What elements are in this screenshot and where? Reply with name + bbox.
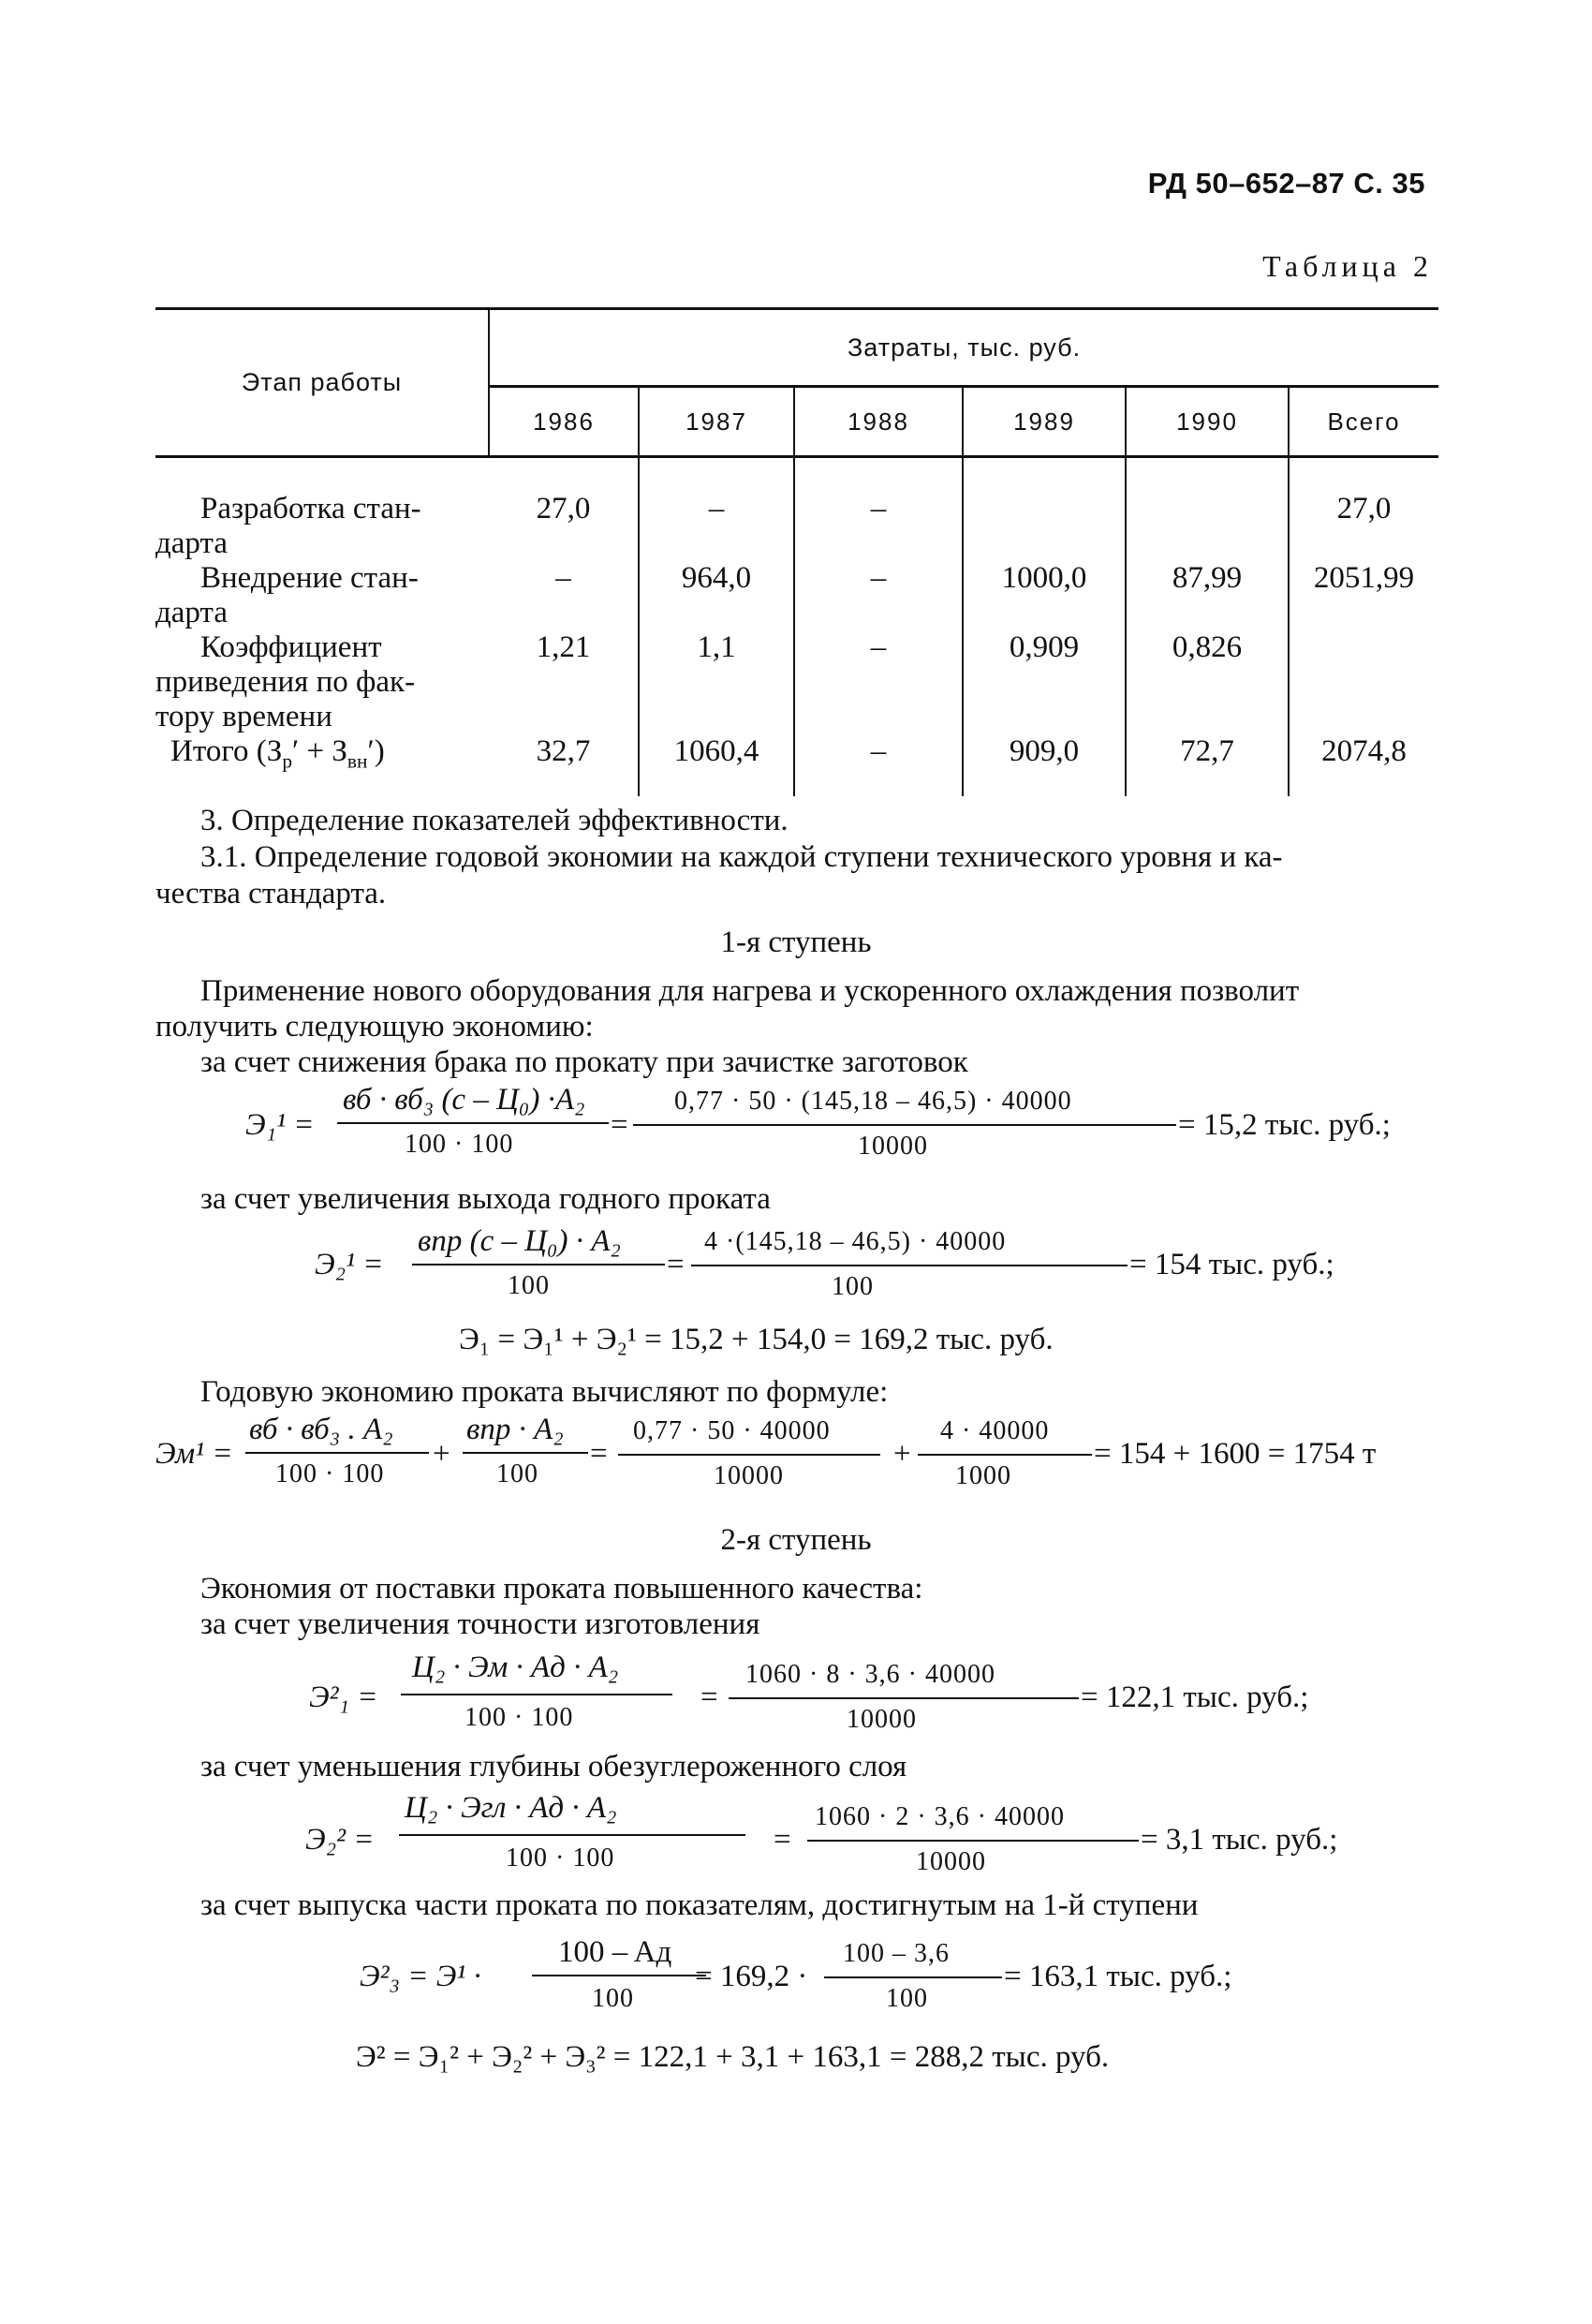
table-cell: 0,826 [1126, 630, 1289, 734]
paragraph: получить следующую экономию: [155, 1010, 594, 1044]
column-header-total: Всего [1289, 387, 1438, 457]
table-cell: 1060,4 [639, 734, 794, 796]
paragraph: Применение нового оборудования для нагрева и ускоренного охлаждения позволит [200, 974, 1300, 1008]
formula-lhs: Э²₃ = Э¹ · [360, 1960, 481, 1993]
row-label-cont: приведения по фак- [155, 665, 416, 699]
table-cell: 32,7 [489, 734, 639, 796]
paragraph: за счет уменьшения глубины обезуглероженного слоя [200, 1750, 907, 1784]
table-cell: 0,909 [963, 630, 1126, 734]
formula-result: = 3,1 тыс. руб.; [1141, 1823, 1338, 1857]
formula-lhs: Э₂² = [305, 1823, 375, 1857]
table-cell: – [794, 734, 963, 796]
row-label-cont: дарта [155, 596, 228, 629]
table-cell: – [794, 630, 963, 734]
formula-lhs: Э₂¹ = [315, 1248, 384, 1281]
row-label: Разработка стан- [200, 492, 421, 525]
formula-denominator: 10000 [847, 1705, 917, 1734]
formula-denominator: 100 [508, 1271, 550, 1300]
table-cell: 2051,99 [1313, 561, 1415, 595]
formula-numerator: 4 · 40000 [940, 1416, 1050, 1445]
formula-numerator: 0,77 · 50 · (145,18 – 46,5) · 40000 [674, 1087, 1072, 1116]
column-header-costs: Затраты, тыс. руб. [489, 309, 1438, 387]
formula-denominator: 100 · 100 [464, 1703, 574, 1732]
formula-numerator: 100 – 3,6 [843, 1939, 950, 1968]
formula-denominator: 100 [832, 1272, 874, 1301]
table-cell: 964,0 [639, 561, 794, 630]
column-header-year: 1990 [1126, 387, 1289, 457]
formula-denominator: 100 · 100 [275, 1459, 385, 1488]
table-cell: 1000,0 [963, 561, 1126, 630]
page-header: РД 50–652–87 С. 35 [1147, 167, 1425, 200]
table-cell: 87,99 [1126, 561, 1289, 630]
paragraph: за счет увеличения точности изготовления [200, 1607, 760, 1641]
table-cell: 72,7 [1126, 734, 1289, 796]
formula-denominator: 10000 [714, 1461, 784, 1490]
row-label-cont: тору времени [155, 700, 332, 733]
formula-lhs: Эм¹ = [155, 1437, 233, 1471]
formula-numerator: вб · вб₃ . A₂ [249, 1413, 393, 1446]
formula-sum: Э² = Э₁² + Э₂² + Э₃² = 122,1 + 3,1 + 163,1 = 288,2 тыс. руб. [356, 2040, 1110, 2074]
formula-result: = 122,1 тыс. руб.; [1081, 1680, 1309, 1714]
paragraph: 3.1. Определение годовой экономии на каждой ступени технического уровня и ка- [200, 840, 1283, 874]
row-label: Коэффициент [200, 630, 382, 664]
formula-denominator: 100 · 100 [506, 1843, 615, 1873]
column-header-year: 1989 [963, 387, 1126, 457]
formula-numerator: 1060 · 2 · 3,6 · 40000 [815, 1802, 1065, 1831]
table-cell: 909,0 [963, 734, 1126, 796]
paragraph: за счет выпуска части проката по показателям, достигнутым на 1-й ступени [200, 1888, 1199, 1922]
row-label: Внедрение стан- [200, 561, 419, 595]
table-cell: – [794, 561, 963, 630]
formula-numerator: впр (с – Ц₀) · A₂ [418, 1224, 621, 1258]
table-cell: 2074,8 [1321, 734, 1407, 768]
formula-denominator: 10000 [916, 1847, 986, 1876]
table-caption: Таблица 2 [1262, 249, 1433, 283]
formula-lhs: Э²₁ = [309, 1680, 378, 1714]
formula-result: = 154 + 1600 = 1754 т [1094, 1437, 1377, 1471]
formula-result: = 154 тыс. руб.; [1129, 1248, 1334, 1281]
formula-lhs: Э₁¹ = [245, 1108, 315, 1142]
formula-numerator: 100 – Aд [558, 1935, 672, 1969]
table-cell: – [639, 492, 794, 561]
column-header-year: 1987 [639, 387, 794, 457]
formula-numerator: 1060 · 8 · 3,6 · 40000 [745, 1660, 995, 1689]
paragraph: 3. Определение показателей эффективности. [200, 804, 789, 837]
section-heading: 1-я ступень [720, 925, 872, 959]
formula-numerator: впр · A₂ [466, 1413, 564, 1446]
table-cell: 1,1 [639, 630, 794, 734]
paragraph: за счет увеличения выхода годного проката [200, 1182, 771, 1216]
formula-denominator: 10000 [858, 1132, 928, 1161]
table-cell: 27,0 [489, 492, 639, 561]
table-cell: 1,21 [489, 630, 639, 734]
paragraph: за счет снижения брака по прокату при зачистке заготовок [200, 1045, 968, 1079]
formula-numerator: вб · вб₃ (с – Ц₀) ·A₂ [343, 1083, 585, 1117]
table-cell: – [794, 492, 963, 561]
paragraph: чества стандарта. [155, 877, 387, 910]
formula-denominator: 100 [886, 1984, 928, 2013]
formula-numerator: Ц₂ · Эгл · Aд · A₂ [405, 1791, 617, 1825]
formula-denominator: 100 [592, 1984, 634, 2013]
section-heading: 2-я ступень [720, 1523, 872, 1557]
paragraph: Экономия от поставки проката повышенного качества: [200, 1572, 923, 1606]
table-cell: – [489, 561, 639, 630]
formula-mid: = 169,2 · [695, 1960, 808, 1993]
formula-result: = 15,2 тыс. руб.; [1178, 1108, 1391, 1142]
paragraph: Годовую экономию проката вычисляют по формуле: [200, 1375, 889, 1409]
row-label-cont: дарта [155, 526, 228, 560]
row-label: Итого $(З_р' + З_{вн}')$ [170, 734, 385, 773]
formula-sum: Э₁ = Э₁¹ + Э₂¹ = 15,2 + 154,0 = 169,2 тыс. руб. [459, 1323, 1054, 1356]
table-cell: 27,0 [1336, 492, 1392, 525]
formula-numerator: 0,77 · 50 · 40000 [633, 1416, 831, 1445]
formula-result: = 163,1 тыс. руб.; [1004, 1960, 1232, 1993]
column-header-stage: Этап работы [155, 309, 489, 457]
formula-numerator: 4 ·(145,18 – 46,5) · 40000 [704, 1227, 1007, 1256]
formula-denominator: 100 · 100 [405, 1130, 514, 1159]
formula-numerator: Ц₂ · Эм · Aд · A₂ [412, 1650, 619, 1684]
formulas: Э₁¹ = вб · вб₃ (с – Ц₀) ·A₂ 100 · 100 = 0,77 · 50 · (145,18 – 46,5) · 40000 10000 = 15,2 тыс. руб.; Э₂¹ = впр (с – Ц₀) · A₂ 100 = 4 ·(145,18 – 46,5) · 40000 100 = 154 тыс. руб.; Э₁ = Э₁¹ + Э₂¹ = 15,2 + 154,0 = 169,2 тыс. руб. Эм¹ = вб · вб₃ . A₂ 100 · 100 + впр · A₂ 100 = 0,77 · 50 · 40000 10000 + 4 · 40000 1000 = 154 + 1600 = 1754 т Э²₁ = Ц₂ · Эм · Aд · A₂ 100 · 100 = 1060 · 8 · 3,6 · 40000 10000 = 122,1 тыс. руб.; Э₂² = Ц₂ · Эгл · Aд · A₂ 100 · 100 = 1060 · 2 · 3,6 · 40000 10000 = 3,1 тыс. руб.; Э²₃ = Э¹ · 100 – Aд 100 = 169,2 · 100 – 3,6 100 = 163,1 тыс. руб.; Э² = Э₁² + Э₂² + Э₃² = 122,1 + 3,1 + 163,1 = 288,2 тыс. руб. [155, 1083, 1391, 2074]
column-header-year: 1986 [489, 387, 639, 457]
column-header-year: 1988 [794, 387, 963, 457]
formula-denominator: 100 [496, 1459, 538, 1488]
formula-denominator: 1000 [955, 1461, 1011, 1490]
